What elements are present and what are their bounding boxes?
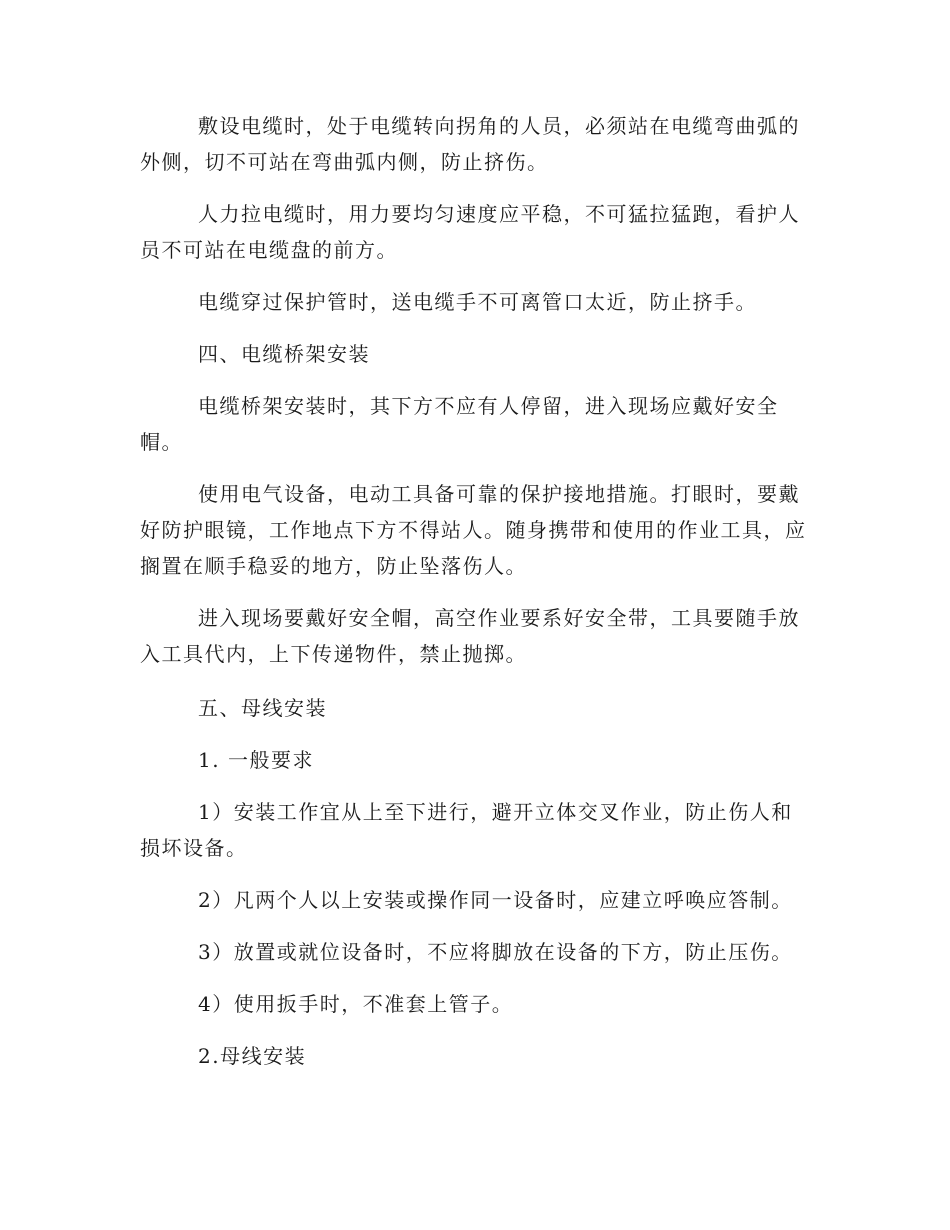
section-heading-cable-tray: 四、电缆桥架安装 [198,342,370,366]
list-item-4: 4）使用扳手时，不准套上管子。 [198,992,514,1016]
paragraph-electric-tools: 使用电气设备，电动工具备可靠的保护接地措施。打眼时，要戴好防护眼镜，工作地点下方不得站人。随身携带和使用的作业工具，应搁置在顺手稳妥的地方，防止坠落伤人。 [140,482,807,578]
paragraph-cable-pulling: 人力拉电缆时，用力要均匀速度应平稳，不可猛拉猛跑，看护人员不可站在电缆盘的前方。 [140,202,800,262]
paragraph-cable-corner: 敷设电缆时，处于电缆转向拐角的人员，必须站在电缆弯曲弧的外侧，切不可站在弯曲弧内侧，防止挤伤。 [140,114,800,174]
subheading-general-requirements: 1. 一般要求 [198,748,314,772]
paragraph-safety-gear: 进入现场要戴好安全帽，高空作业要系好安全带，工具要随手放入工具代内，上下传递物件，禁止抛掷。 [140,606,800,666]
section-heading-busbar: 五、母线安装 [198,696,327,720]
list-item-3: 3）放置或就位设备时，不应将脚放在设备的下方，防止压伤。 [198,940,793,964]
paragraph-cable-conduit: 电缆穿过保护管时，送电缆手不可离管口太近，防止挤手。 [198,290,757,314]
paragraph-tray-install: 电缆桥架安装时，其下方不应有人停留，进入现场应戴好安全帽。 [140,394,779,454]
list-item-2: 2）凡两个人以上安装或操作同一设备时，应建立呼唤应答制。 [198,888,793,912]
document-body [140,108,808,1090]
list-item-1: 1）安装工作宜从上至下进行，避开立体交叉作业，防止伤人和损坏设备。 [140,800,793,860]
subheading-busbar-install: 2.母线安装 [198,1044,307,1068]
